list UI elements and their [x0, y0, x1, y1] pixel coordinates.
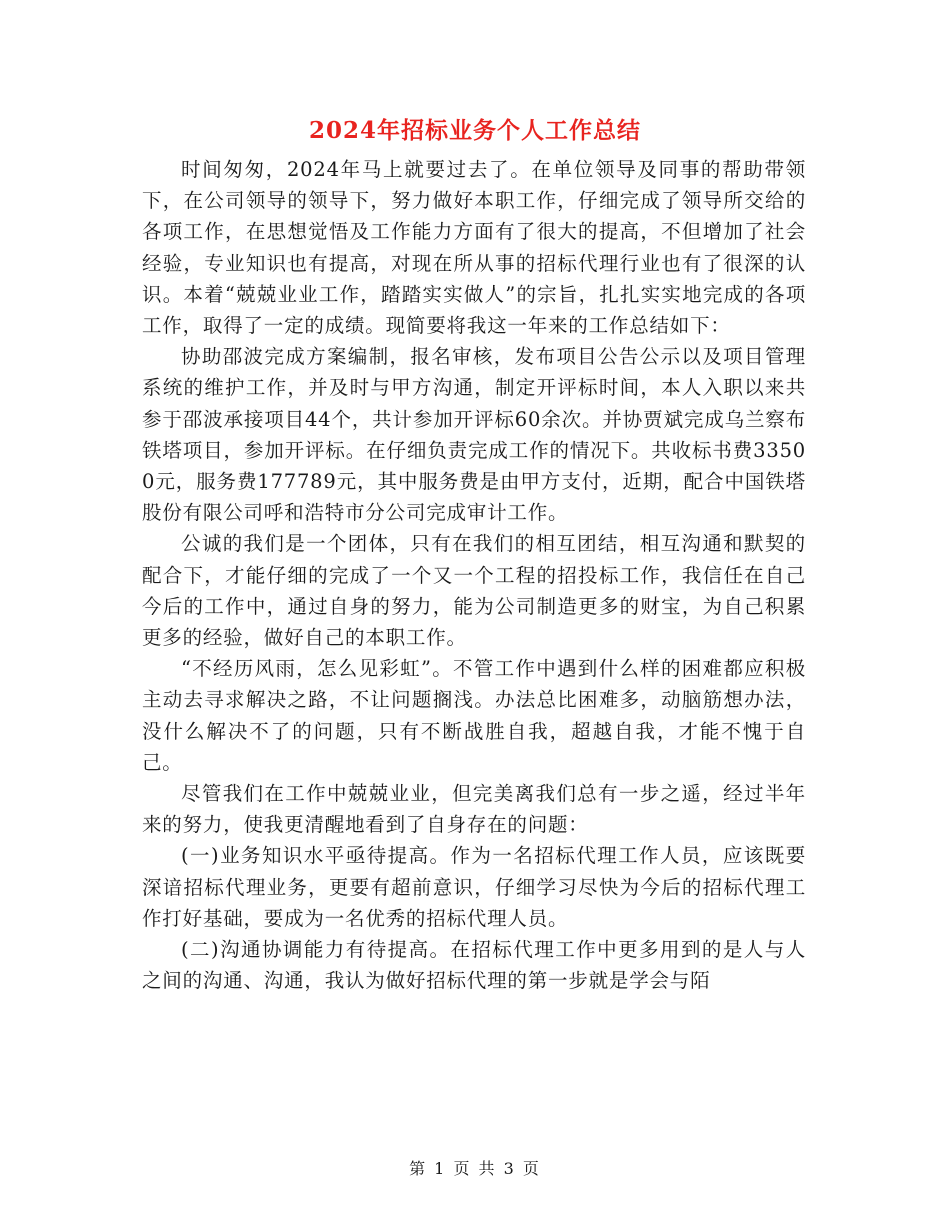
paragraph: 协助邵波完成方案编制，报名审核，发布项目公告公示以及项目管理系统的维护工作，并及时与甲方沟通，制定开评标时间，本人入职以来共参于邵波承接项目44个，共计参加开评标60余次。并协贾斌完成乌兰察布铁塔项目，参加开评标。在仔细负责完成工作的情况下。共收标书费33500元，服务费177789元，其中服务费是由甲方支付，近期，配合中国铁塔股份有限公司呼和浩特市分公司完成审计工作。	[142, 345, 806, 525]
paragraph: (二)沟通协调能力有待提高。在招标代理工作中更多用到的是人与人之间的沟通、沟通，我认为做好招标代理的第一步就是学会与陌	[142, 938, 806, 993]
paragraph: (一)业务知识水平亟待提高。作为一名招标代理工作人员，应该既要深谙招标代理业务，更要有超前意识，仔细学习尽快为今后的招标代理工作打好基础，要成为一名优秀的招标代理人员。	[142, 844, 806, 930]
paragraph: 时间匆匆，2024年马上就要过去了。在单位领导及同事的帮助带领下，在公司领导的领导下，努力做好本职工作，仔细完成了领导所交给的各项工作，在思想觉悟及工作能力方面有了很大的提高，不但增加了社会经验，专业知识也有提高，对现在所从事的招标代理行业也有了很深的认识。本着“兢兢业业工作，踏踏实实做人”的宗旨，扎扎实实地完成的各项工作，取得了一定的成绩。现简要将我这一年来的工作总结如下：	[142, 158, 806, 338]
paragraph: 公诚的我们是一个团体，只有在我们的相互团结，相互沟通和默契的配合下，才能仔细的完成了一个又一个工程的招投标工作，我信任在自己今后的工作中，通过自身的努力，能为公司制造更多的财宝，为自己积累更多的经验，做好自己的本职工作。	[142, 532, 806, 650]
document-title: 2024年招标业务个人工作总结	[308, 117, 641, 144]
paragraph: 尽管我们在工作中兢兢业业，但完美离我们总有一步之遥，经过半年来的努力，使我更清醒地看到了自身存在的问题：	[142, 782, 806, 837]
document-body	[142, 154, 806, 996]
paragraph: “不经历风雨，怎么见彩虹”。不管工作中遇到什么样的困难都应积极主动去寻求解决之路，不让问题搁浅。办法总比困难多，动脑筋想办法，没什么解决不了的问题，只有不断战胜自我，超越自我，才能不愧于自己。	[142, 657, 806, 774]
page-footer: 第 1 页 共 3 页	[409, 1159, 541, 1178]
